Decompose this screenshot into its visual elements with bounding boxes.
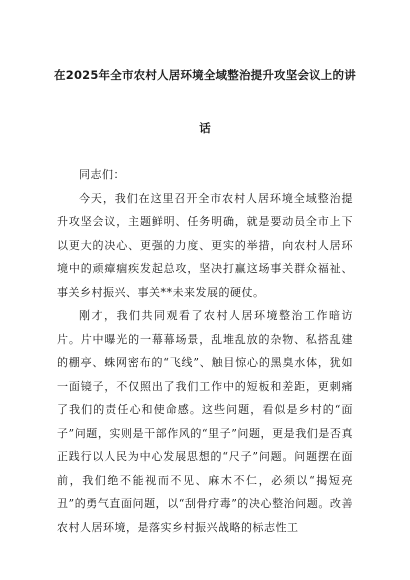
document-title-continuation: 话 bbox=[199, 121, 211, 135]
salutation: 同志们： bbox=[79, 168, 125, 181]
paragraph-1: 今天，我们在这里召开全市农村人居环境全域整治提升攻坚会议，主题鲜明、任务明确，就是要动员全市上下以更大的决心、更强的力度、更实的举措，向农村人居环境中的顽瘴痼疾发起总攻，坚决打赢这场事关群众福祉、事关乡村振兴、事关**未来发展的硬仗。 bbox=[57, 191, 353, 299]
document-title: 在2025年全市农村人居环境全域整治提升攻坚会议上的讲 bbox=[54, 68, 356, 82]
paragraph-2: 刚才，我们共同观看了农村人居环境整治工作暗访片。片中曝光的一幕幕场景，乱堆乱放的杂物、私搭乱建的棚亭、蛛网密布的“飞线”、触目惊心的黑臭水体，犹如一面镜子，不仅照出了我们工作中的短板和差距，更刺痛了我们的责任心和使命感。这些问题，看似是乡村的“面子”问题，实则是干部作风的“里子”问题，更是我们是否真正践行以人民为中心发展思想的“尺子”问题。问题摆在面前，我们绝不能视而不见、麻木不仁，必须以“揭短亮丑”的勇气直面问题，以“刮骨疗毒”的决心整治问题。改善农村人居环境，是落实乡村振兴战略的标志性工 bbox=[57, 309, 353, 534]
document-body bbox=[57, 163, 353, 539]
